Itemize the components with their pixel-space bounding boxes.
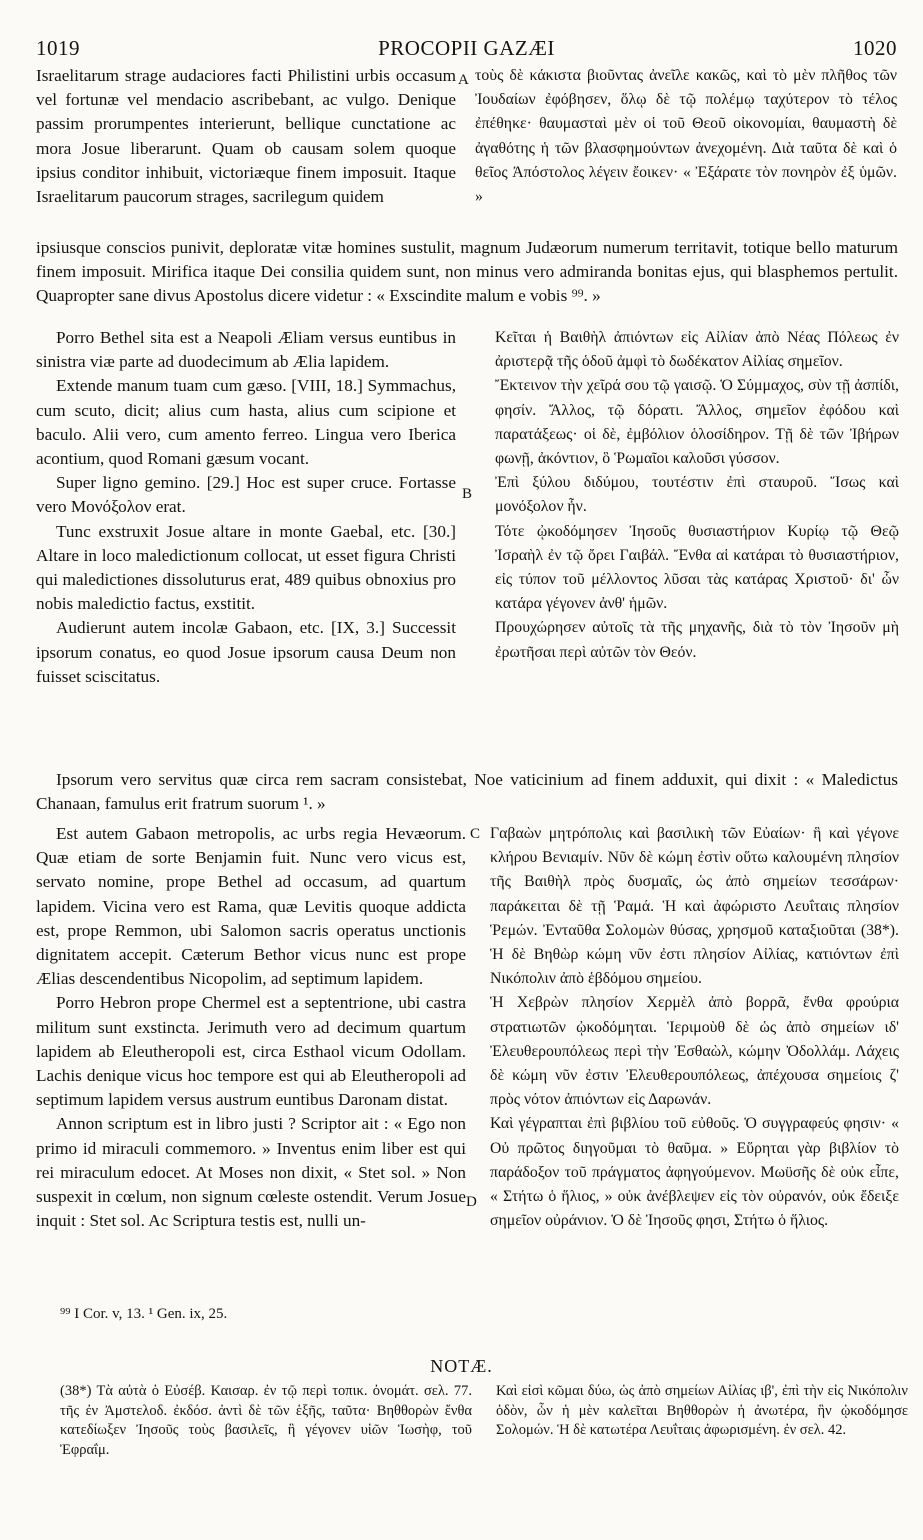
- note-right: [496, 1382, 908, 1500]
- greek-paragraph: Κεῖται ἡ Βαιθὴλ ἀπιόντων εἰς Αἰλίαν ἀπὸ Νέας Πόλεως ἐν ἀριστερᾷ τῆς ὁδοῦ ἀμφὶ τὸ δωδέκατον Αἰλίας σημεῖον.: [495, 329, 899, 371]
- latin-column-2: [36, 326, 456, 758]
- full-width-text-1: [36, 236, 898, 312]
- running-title: PROCOPII GAZÆI: [378, 36, 555, 60]
- footnotes: ⁹⁹ I Cor. v, 13. ¹ Gen. ix, 25.: [60, 1306, 228, 1322]
- page-number-right: 1020: [853, 36, 897, 60]
- latin-paragraph: Extende manum tuam cum gæso. [VIII, 18.] Symmachus, cum scuto, dicit; alius cum hasta, alius cum scipione et baculo. Alii vero, cum amento ferreo. Lingua vero Iberica acontium, quod Romani gæsum vocant.: [36, 376, 456, 469]
- page-header: [36, 36, 897, 62]
- latin-paragraph: Est autem Gabaon metropolis, ac urbs regia Hevæorum. Quæ etiam de sorte Benjamin fuit. Nunc vero vicus est, servato nomine, prope Bethel ad occasum, ad quartum lapidem. Vicina vero est Rama, quæ Levitis quoque addicta est, prope Remmon, ubi Salomon sacris operatus unctionis dignitatem accepit. Cæterum Bethor vicus nunc est prope Ælias descendentibus Nicopolim, ad septimum lapidem.: [36, 824, 466, 989]
- greek-paragraph: Προυχώρησεν αὐτοῖς τὰ τῆς μηχανῆς, διὰ τὸ τὸν Ἰησοῦν μὴ ἐρωτῆσαι περὶ αὐτῶν τὸν Θεόν.: [495, 619, 899, 661]
- greek-paragraph: Τότε ᾠκοδόμησεν Ἰησοῦς θυσιαστήριον Κυρίῳ τῷ Θεῷ Ἰσραὴλ ἐν τῷ ὄρει Γαιβάλ. Ἔνθα αἱ κατάραι τὸ θυσιαστήριον, εἰς τύπον τοῦ μέλλοντος λῦσαι τὰς κατάρας Χριστοῦ· δι' ὧν κατάρα γέγονεν ἀνθ' ἡμῶν.: [495, 522, 899, 613]
- greek-paragraph: Γαβαὼν μητρόπολις καὶ βασιλικὴ τῶν Εὐαίων· ἣ καὶ γέγονε κλήρου Βενιαμίν. Νῦν δὲ κώμη ἐστὶν οὕτω καλουμένη πλησίον τῆς Βαιθὴλ πρὸς δυσμαῖς, ὡς ἀπὸ σημείων τεσσάρων· παράκειται δὲ τῇ Ῥαμά. Ἡ καὶ ἀφώριστο Λευΐταις πλησίον Ῥεμών. Ἐνταῦθα Σολομὼν θύσας, χρησμοῦ καταξιοῦται (38*). Ἡ δὲ Βηθὼρ κώμη νῦν ἐστι πλησίον Αἰλίας, κατιόντων ἐπὶ Νικόπολιν ἀπὸ ἑβδόμου σημείου.: [490, 825, 899, 988]
- latin-paragraph: Israelitarum strage audaciores facti Philistini urbis occasum vel fortunæ vel mendacio ascribebant, ac vulgo. Denique passim prorumpentes interierunt, bellique cunctatione ac mora Josue liberarunt. Quam ob causam solem quoque ipsius conditor inhibuit, victoriæque finem imposuit. Itaque Israelitarum paucorum strages, sacrilegum quidem: [36, 66, 456, 207]
- full-paragraph: ipsiusque conscios punivit, deploratæ vitæ homines sustulit, magnum Judæorum numerum territavit, totique bello maturum finem imposuit. Mirifica itaque Dei consilia quidem sunt, non minus vero admiranda bonitas ejus, qui blasphemos pertulit. Quapropter sane divus Apostolus dicere videtur : « Exscindite malum e vobis ⁹⁹. »: [36, 238, 898, 306]
- latin-paragraph: Audierunt autem incolæ Gabaon, etc. [IX, 3.] Successit ipsorum conatus, eo quod Josue ipsorum causa Deum non fuisset sciscitatus.: [36, 618, 456, 686]
- latin-paragraph: Porro Hebron prope Chermel est a septentrione, ubi castra militum sunt exstincta. Jerimuth vero ad decimum quartum lapidem ab Eleutheropoli est, circa Esthaol vicum Odollam. Lachis denique vicus hoc tempore est qui ab Eleutheropoli ad septimum lapidem versus austrum euntibus Daronam distat.: [36, 993, 466, 1110]
- greek-column-1: [475, 64, 897, 234]
- note-left: [60, 1382, 472, 1500]
- greek-paragraph: Ἡ Χεβρὼν πλησίον Χερμὲλ ἀπὸ βορρᾶ, ἔνθα φρούρια στρατιωτῶν ᾠκοδόμηται. Ἱεριμοὺθ δὲ ὡς ἀπὸ σημείων ιδ' Ἐλευθερουπόλεως περὶ τὴν Ἐσθαὼλ, κώμην Ὀδολλάμ. Λάχεις δὲ κώμη νῦν ἐστιν Ἐλευθερουπόλεως, ἀπέχουσα σημείοις ζ' πρὸς νότον ἀπιόντων εἰς Δαρωνάν.: [490, 994, 899, 1109]
- greek-paragraph: τοὺς δὲ κάκιστα βιοῦντας ἀνεῖλε κακῶς, καὶ τὸ μὲν πλῆθος τῶν Ἰουδαίων ἐφόβησεν, ὅλῳ δὲ τῷ πολέμῳ ταχύτερον τὸ τέλος ἐπέθηκε· θαυμασταὶ μὲν οἱ τοῦ Θεοῦ οἰκονομίαι, θαυμαστὴ δὲ ἀγαθότης ἡ τῶν βλασφημούντων ἀνεχομένη. Διὰ ταῦτα δὲ καὶ ὁ θεῖος Ἀπόστολος λέγειν ἔοικεν· « Ἐξάρατε τὸν πονηρὸν ἐξ ὑμῶν. »: [475, 67, 897, 206]
- full-width-text-2: [36, 768, 898, 820]
- latin-paragraph: Porro Bethel sita est a Neapoli Æliam versus euntibus in sinistra viæ parte ad duodecimum ab Ælia lapidem.: [36, 328, 456, 372]
- notae-title: NOTÆ.: [430, 1356, 493, 1376]
- latin-paragraph: Super ligno gemino. [29.] Hoc est super cruce. Fortasse vero Μονόξολον erat.: [36, 473, 456, 517]
- greek-paragraph: Ἐπὶ ξύλου διδύμου, τουτέστιν ἐπὶ σταυροῦ. Ἴσως καὶ μονόξολον ἦν.: [495, 474, 899, 516]
- latin-column-3: [36, 822, 466, 1292]
- greek-paragraph: Καὶ γέγραπται ἐπὶ βιβλίου τοῦ εὐθοῦς. Ὁ συγγραφεύς φησιν· « Οὐ πρῶτος διηγοῦμαι τὸ θαῦμα. » Εὕρηται γὰρ βιβλίον τὸ παράδοξον τοῦ πράγματος ἀφηγούμενον. Μωϋσῆς δὲ οὐκ εἶπε, « Στήτω ὁ ἥλιος, » οὐκ ἀνέβλεψεν εἰς τὸν οὐρανόν, οὐκ ἔδειξε σημεῖον οὐράνιον. Ὁ δὲ Ἰησοῦς φησι, Στήτω ὁ ἥλιος.: [490, 1115, 899, 1230]
- margin-letter-b: B: [462, 486, 473, 502]
- greek-column-2: [495, 326, 899, 758]
- latin-paragraph: Annon scriptum est in libro justi ? Scriptor ait : « Ego non primo id miraculi commemoro. » Inventus enim liber est qui rei miraculum edocet. At Moses non dixit, « Stet sol. » Non suspexit in cœlum, non signum cœleste ostendit. Verum Josue inquit : Stet sol. Ac Scriptura testis est, nulli un-: [36, 1114, 466, 1231]
- margin-letter-c: C: [470, 826, 481, 842]
- greek-paragraph: Ἔκτεινον τὴν χεῖρά σου τῷ γαισῷ. Ὁ Σύμμαχος, σὺν τῇ ἀσπίδι, φησίν. Ἄλλος, τῷ δόρατι. Ἄλλος, σημεῖον ἐφόδου καὶ παρατάξεως· οἱ δὲ, ἐμβόλιον ὁλοσίδηρον. Τῇ δὲ τῶν Ἰβήρων φωνῇ, ἀκόντιον, ὃ Ῥωμαῖοι καλοῦσι γύσσον.: [495, 377, 899, 468]
- latin-paragraph: Tunc exstruxit Josue altare in monte Gaebal, etc. [30.] Altare in loco maledictionum collocat, ut esset figura Christi qui maledictiones dissoluturus erat, 489 quibus obnoxius pro nobis maledictio factus, exstitit.: [36, 521, 456, 614]
- note-text: Καὶ εἰσὶ κῶμαι δύω, ὡς ἀπὸ σημείων Αἰλίας ιβ', ἐπὶ τὴν εἰς Νικόπολιν ὁδὸν, ὧν ἡ μὲν καλεῖται Βηθθορὼν ἡ ἀνωτέρα, ἣν ᾠκοδόμησε Σολομών. Ἡ δὲ κατωτέρα Λευΐταις ἀφωρισμένη. ἐν σελ. 42.: [496, 1383, 908, 1438]
- page-number-left: 1019: [36, 36, 80, 60]
- margin-letter-d: D: [466, 1194, 477, 1210]
- full-paragraph: Ipsorum vero servitus quæ circa rem sacram consistebat, Noe vaticinium ad finem adduxit, qui dixit : « Maledictus Chanaan, famulus erit fratrum suorum ¹. »: [36, 770, 898, 814]
- latin-column-1: [36, 64, 456, 234]
- margin-letter-a: A: [458, 72, 469, 88]
- greek-column-3: [490, 822, 899, 1292]
- note-text: (38*) Τὰ αὐτὰ ὁ Εὐσέβ. Καισαρ. ἐν τῷ περὶ τοπικ. ὀνομάτ. σελ. 77. τῆς ἐν Ἀμστελοδ. ἐκδόσ. ἀντὶ δὲ τῶν ἑξῆς, ταῦτα· Βηθθορὼν ἔνθα κατεδίωξεν Ἰησοῦς τοὺς βασιλεῖς, ἣ γέγονεν υἱῶν Ἰωσὴφ, τοῦ Ἐφραΐμ.: [60, 1383, 472, 1458]
